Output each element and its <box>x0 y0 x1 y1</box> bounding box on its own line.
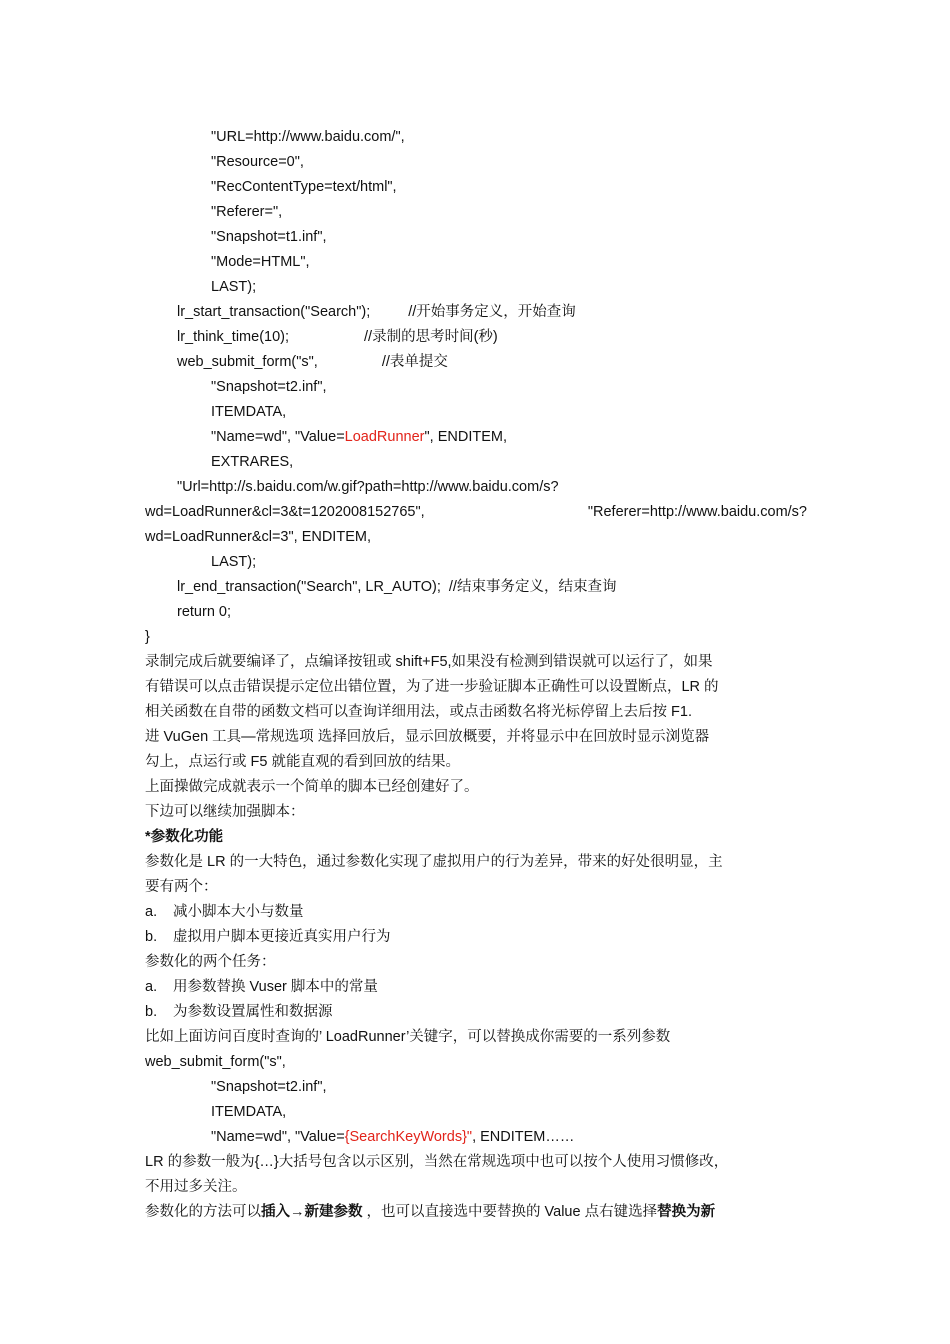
code-line <box>145 575 839 600</box>
paragraph-line: 下边可以继续加强脚本： <box>145 804 305 820</box>
code-line <box>145 425 873 450</box>
list-marker: a. <box>145 979 158 995</box>
code-line: return 0; <box>177 604 231 620</box>
list-item-text: 用参数替换 Vuser 脚本中的常量 <box>173 979 378 995</box>
code-line: "URL=http://www.baidu.com/", <box>211 129 405 145</box>
paragraph-line: 进 VuGen 工具—常规选项 选择回放后，显示回放概要，并将显示中在回放时显示浏览器 <box>145 729 710 745</box>
list-item <box>145 925 807 950</box>
paragraph-line: 比如上面访问百度时查询的’ LoadRunner’关键字，可以替换成你需要的一系列参数 <box>145 1029 671 1045</box>
text: 参数化的方法可以 <box>145 1204 261 1220</box>
code-line: "Referer=", <box>211 204 283 220</box>
code-text: , ENDITEM…… <box>472 1129 575 1145</box>
list-marker: b. <box>145 929 158 945</box>
list-item-text: 为参数设置属性和数据源 <box>173 1004 333 1020</box>
bold-text: 替换为新 <box>657 1204 716 1220</box>
code-text: lr_start_transaction("Search"); <box>177 304 371 320</box>
code-line: "Snapshot=t2.inf", <box>211 379 327 395</box>
paragraph-line: 参数化的两个任务： <box>145 954 276 970</box>
code-line: ITEMDATA, <box>211 1104 287 1120</box>
code-line: wd=LoadRunner&cl=3", ENDITEM, <box>145 529 371 545</box>
code-comment: //开始事务定义，开始查询 <box>408 304 576 320</box>
code-comment: //表单提交 <box>381 354 448 370</box>
paragraph-line: 参数化是 LR 的一大特色，通过参数化实现了虚拟用户的行为差异，带来的好处很明显，主 <box>145 854 723 870</box>
code-line: "Snapshot=t2.inf", <box>211 1079 327 1095</box>
paragraph-line: 录制完成后就要编译了，点编译按钮或 shift+F5,如果没有检测到错误就可以运行了，如果 <box>145 654 713 670</box>
paragraph-line: 有错误可以点击错误提示定位出错位置，为了进一步验证脚本正确性可以设置断点，LR 的 <box>145 679 719 695</box>
code-text: lr_think_time(10); <box>177 329 290 345</box>
code-text: "Referer=http://www.baidu.com/s? <box>587 504 807 520</box>
code-text: web_submit_form("s", <box>177 354 318 370</box>
list-item-text: 虚拟用户脚本更接近真实用户行为 <box>173 929 391 945</box>
code-line <box>145 300 839 325</box>
code-text: lr_end_transaction("Search", LR_AUTO); <box>177 579 441 595</box>
code-line: LAST); <box>211 554 257 570</box>
code-line: web_submit_form("s", <box>145 1054 286 1070</box>
code-line: LAST); <box>211 279 257 295</box>
code-line <box>145 1125 873 1150</box>
code-line <box>145 500 807 525</box>
paragraph-line: 不用过多关注。 <box>145 1179 247 1195</box>
list-marker: b. <box>145 1004 158 1020</box>
code-line: ITEMDATA, <box>211 404 287 420</box>
bold-text: 插入→新建参数 <box>261 1204 363 1220</box>
highlighted-value: LoadRunner <box>344 429 425 445</box>
paragraph-line: LR 的参数一般为{…}大括号包含以示区别，当然在常规选项中也可以按个人使用习惯修改， <box>145 1154 729 1170</box>
section-heading: *参数化功能 <box>145 829 224 845</box>
code-line: "Mode=HTML", <box>211 254 310 270</box>
code-line: "RecContentType=text/html", <box>211 179 397 195</box>
code-text: "Name=wd", "Value= <box>211 1129 345 1145</box>
text: ，也可以直接选中要替换的 Value 点右键选择 <box>362 1204 658 1220</box>
code-comment: //结束事务定义，结束查询 <box>448 579 617 595</box>
code-line: EXTRARES, <box>211 454 294 470</box>
list-item <box>145 900 807 925</box>
code-text: wd=LoadRunner&cl=3&t=1202008152765", <box>145 504 425 520</box>
code-line <box>145 325 839 350</box>
paragraph-line: 上面操做完成就表示一个简单的脚本已经创建好了。 <box>145 779 479 795</box>
paragraph-line <box>145 1200 807 1225</box>
list-item <box>145 1000 807 1025</box>
paragraph-line: 要有两个： <box>145 879 218 895</box>
code-line: } <box>145 629 150 645</box>
code-text: "Name=wd", "Value= <box>211 429 345 445</box>
list-marker: a. <box>145 904 158 920</box>
code-line: "Resource=0", <box>211 154 304 170</box>
paragraph-line: 相关函数在自带的函数文档可以查询详细用法，或点击函数名将光标停留上去后按 F1. <box>145 704 692 720</box>
list-item <box>145 975 807 1000</box>
paragraph-line: 勾上，点运行或 F5 就能直观的看到回放的结果。 <box>145 754 460 770</box>
highlighted-value: {SearchKeyWords}" <box>344 1129 473 1145</box>
code-line: "Snapshot=t1.inf", <box>211 229 327 245</box>
code-line <box>145 350 839 375</box>
code-comment: //录制的思考时间(秒) <box>364 329 498 345</box>
code-text: ", ENDITEM, <box>424 429 507 445</box>
list-item-text: 减小脚本大小与数量 <box>173 904 304 920</box>
code-line: "Url=http://s.baidu.com/w.gif?path=http://www.baidu.com/s? <box>177 479 559 495</box>
